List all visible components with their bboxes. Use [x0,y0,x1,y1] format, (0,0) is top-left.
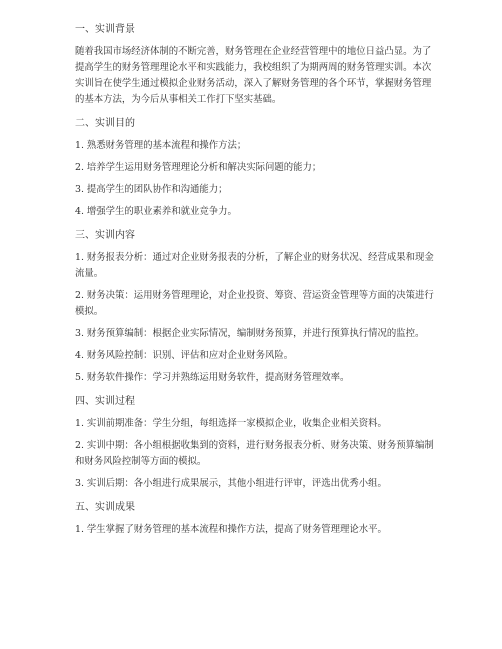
section-heading-purpose: 二、实训目的 [75,118,135,129]
list-item: 2. 实训中期：各小组根据收集到的资料，进行财务报表分析、财务决策、财务预算编制和财务风险控制等方面的模拟。 [75,440,434,467]
section-heading-process: 四、实训过程 [75,396,135,407]
list-item: 2. 培养学生运用财务管理理论分析和解决实际问题的能力； [75,162,322,173]
list-item: 1. 熟悉财务管理的基本流程和操作方法； [75,140,247,151]
list-item: 1. 财务报表分析：通过对企业财务报表的分析，了解企业的财务状况、经营成果和现金流量。 [75,252,434,279]
document-page [75,22,437,538]
list-item: 3. 提高学生的团队协作和沟通能力； [75,184,228,195]
list-item: 3. 实训后期：各小组进行成果展示，其他小组进行评审，评选出优秀小组。 [75,478,387,489]
list-item: 1. 学生掌握了财务管理的基本流程和操作方法，提高了财务管理理论水平。 [75,524,387,535]
section-heading-content: 三、实训内容 [75,230,135,241]
section-heading-background: 一、实训背景 [75,24,135,35]
list-item: 4. 增强学生的职业素养和就业竞争力。 [75,206,237,217]
list-item: 1. 实训前期准备：学生分组，每组选择一家模拟企业，收集企业相关资料。 [75,418,387,429]
paragraph-background: 随着我国市场经济体制的不断完善，财务管理在企业经营管理中的地位日益凸显。为了提高学生的财务管理理论水平和实践能力，我校组织了为期两周的财务管理实训。本次实训旨在使学生通过模拟企业财务活动，深入了解财务管理的各个环节，掌握财务管理的基本方法，为今后从事相关工作打下坚实基础。 [75,46,432,105]
section-heading-results: 五、实训成果 [75,502,135,513]
list-item: 2. 财务决策：运用财务管理理论，对企业投资、筹资、营运资金管理等方面的决策进行模拟。 [75,290,434,317]
list-item: 5. 财务软件操作：学习并熟练运用财务软件，提高财务管理效率。 [75,372,350,383]
list-item: 3. 财务预算编制：根据企业实际情况，编制财务预算，并进行预算执行情况的监控。 [75,328,425,339]
list-item: 4. 财务风险控制：识别、评估和应对企业财务风险。 [75,350,294,361]
